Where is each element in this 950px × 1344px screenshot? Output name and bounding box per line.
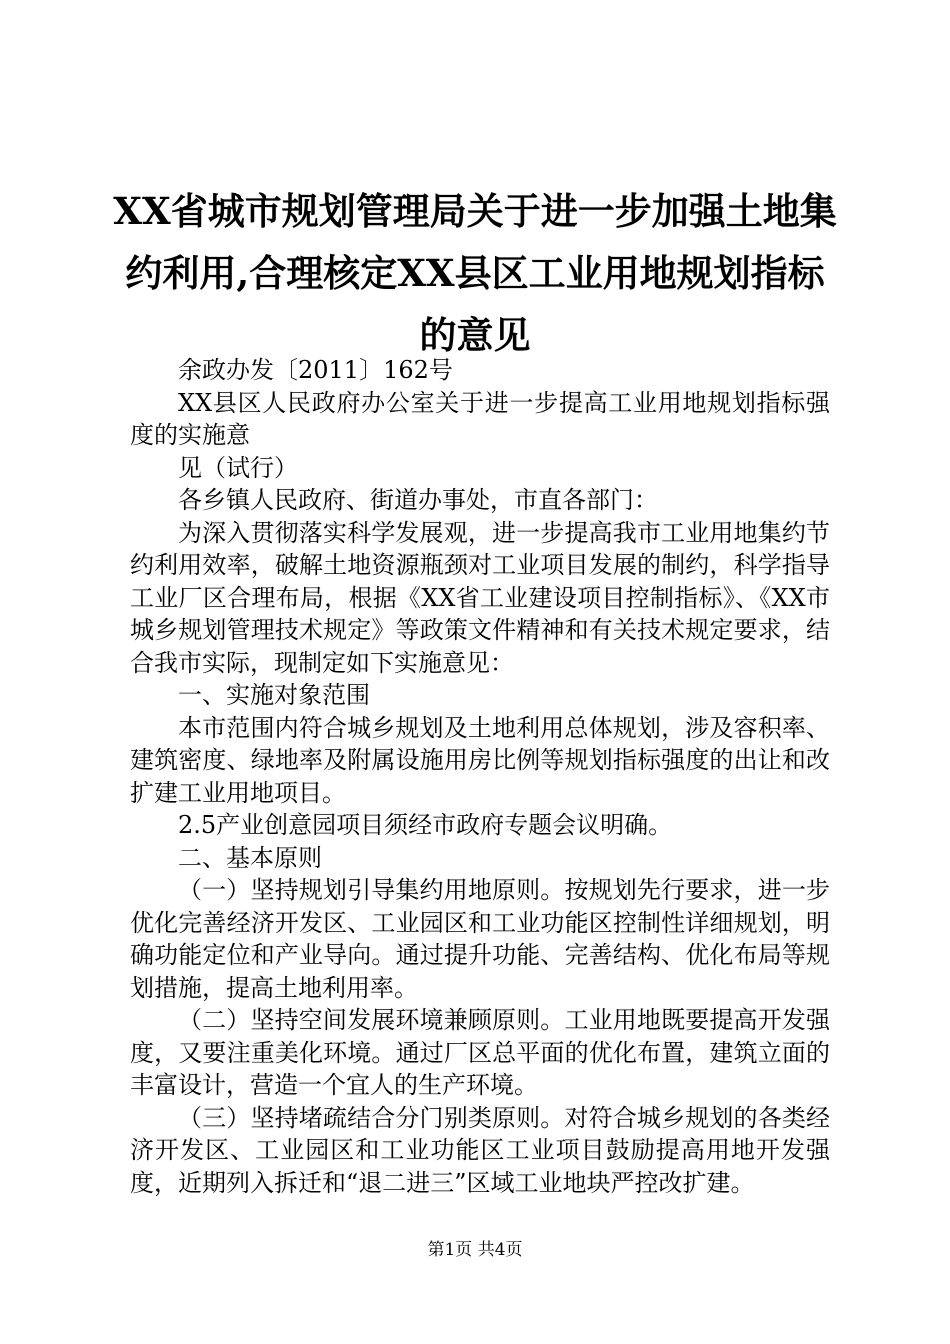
notice-heading-continued: 见（试行） <box>178 453 298 482</box>
page-footer: 第1页 共4页 <box>427 1240 523 1260</box>
document-number: 余政办发〔2011〕162号 <box>178 356 453 384</box>
section-heading-principles: 二、基本原则 <box>178 843 322 872</box>
intro-paragraph: 为深入贯彻落实科学发展观，进一步提高我市工业用地集约节约利用效率，破解土地资源瓶颈对工业项目发展的制约，科学指导工业厂区合理布局，根据《XX省工业建设项目控制指标》、《XX市城乡规划管理技术规定》等政策文件精神和有关技术规定要求，结合我市实际，现制定如下实施意见： <box>130 518 830 677</box>
notice-heading: XX县区人民政府办公室关于进一步提高工业用地规划指标强度的实施意 <box>130 388 830 449</box>
section-heading-scope: 一、实施对象范围 <box>178 681 370 709</box>
document-title: XX省城市规划管理局关于进一步加强土地集约利用,合理核定XX县区工业用地规划指标的意见 <box>113 189 837 357</box>
document-body <box>130 354 830 1199</box>
scope-paragraph: 本市范围内符合城乡规划及土地利用总体规划，涉及容积率、建筑密度、绿地率及附属设施用房比例等规划指标强度的出让和改扩建工业用地项目。 <box>130 713 830 807</box>
addressee: 各乡镇人民政府、街道办事处，市直各部门： <box>178 486 658 514</box>
principle-3: （三）坚持堵疏结合分门别类原则。对符合城乡规划的各类经济开发区、工业园区和工业功能区工业项目鼓励提高用地开发强度，近期列入拆迁和“退二进三”区域工业地块严控改扩建。 <box>130 1103 830 1197</box>
principle-2: （二）坚持空间发展环境兼顾原则。工业用地既要提高开发强度，又要注重美化环境。通过厂区总平面的优化布置，建筑立面的丰富设计，营造一个宜人的生产环境。 <box>130 1006 830 1099</box>
clause-2-5: 2.5产业创意园项目须经市政府专题会议明确。 <box>178 811 673 839</box>
principle-1: （一）坚持规划引导集约用地原则。按规划先行要求，进一步优化完善经济开发区、工业园区和工业功能区控制性详细规划，明确功能定位和产业导向。通过提升功能、完善结构、优化布局等规划措施，提高土地利用率。 <box>130 876 830 1002</box>
